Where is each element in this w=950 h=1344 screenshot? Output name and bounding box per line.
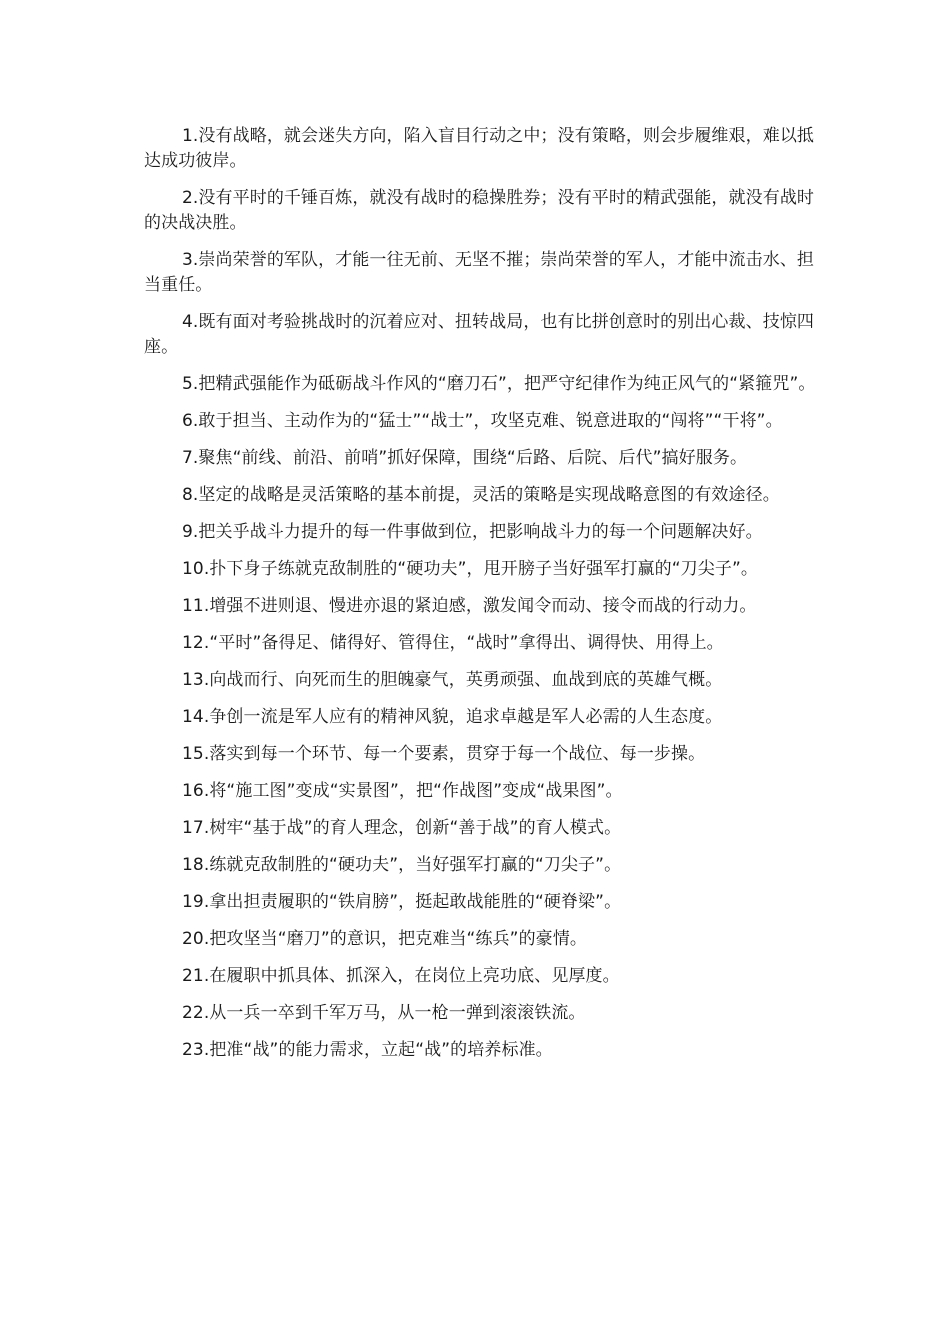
paragraph-21: 21.在履职中抓具体、抓深入，在岗位上亮功底、见厚度。 [182,966,620,986]
paragraph-3: 3.崇尚荣誉的军队，才能一往无前、无坚不摧；崇尚荣誉的军人，才能中流击水、担当重任。 [144,250,815,295]
paragraph-6: 6.敢于担当、主动作为的“猛士”“战士”，攻坚克难、锐意进取的“闯将”“干将”。 [182,411,783,431]
paragraph-18: 18.练就克敌制胜的“硬功夫”，当好强军打赢的“刀尖子”。 [182,855,622,875]
paragraph-23: 23.把准“战”的能力需求，立起“战”的培养标准。 [182,1040,553,1060]
paragraph-15: 15.落实到每一个环节、每一个要素，贯穿于每一个战位、每一步操。 [182,744,706,764]
document-body [144,124,816,1075]
paragraph-2: 2.没有平时的千锤百炼，就没有战时的稳操胜券；没有平时的精武强能，就没有战时的决战决胜。 [144,188,815,233]
paragraph-8: 8.坚定的战略是灵活策略的基本前提，灵活的策略是实现战略意图的有效途径。 [182,485,780,505]
paragraph-20: 20.把攻坚当“磨刀”的意识，把克难当“练兵”的豪情。 [182,929,587,949]
paragraph-4: 4.既有面对考验挑战时的沉着应对、扭转战局，也有比拼创意时的别出心裁、技惊四座。 [144,312,815,357]
paragraph-7: 7.聚焦“前线、前沿、前哨”抓好保障，围绕“后路、后院、后代”搞好服务。 [182,448,748,468]
paragraph-17: 17.树牢“基于战”的育人理念，创新“善于战”的育人模式。 [182,818,622,838]
paragraph-12: 12.“平时”备得足、储得好、管得住，“战时”拿得出、调得快、用得上。 [182,633,724,653]
paragraph-13: 13.向战而行、向死而生的胆魄豪气，英勇顽强、血战到底的英雄气概。 [182,670,723,690]
paragraph-22: 22.从一兵一卒到千军万马，从一枪一弹到滚滚铁流。 [182,1003,586,1023]
paragraph-14: 14.争创一流是军人应有的精神风貌，追求卓越是军人必需的人生态度。 [182,707,723,727]
paragraph-9: 9.把关乎战斗力提升的每一件事做到位，把影响战斗力的每一个问题解决好。 [182,522,763,542]
paragraph-11: 11.增强不进则退、慢进亦退的紧迫感，激发闻令而动、接令而战的行动力。 [182,596,757,616]
paragraph-16: 16.将“施工图”变成“实景图”，把“作战图”变成“战果图”。 [182,781,623,801]
paragraph-5: 5.把精武强能作为砥砺战斗作风的“磨刀石”，把严守纪律作为纯正风气的“紧箍咒”。 [182,374,816,394]
paragraph-19: 19.拿出担责履职的“铁肩膀”，挺起敢战能胜的“硬脊梁”。 [182,892,622,912]
paragraph-10: 10.扑下身子练就克敌制胜的“硬功夫”，甩开膀子当好强军打赢的“刀尖子”。 [182,559,758,579]
paragraph-1: 1.没有战略，就会迷失方向，陷入盲目行动之中；没有策略，则会步履维艰，难以抵达成功彼岸。 [144,126,815,171]
